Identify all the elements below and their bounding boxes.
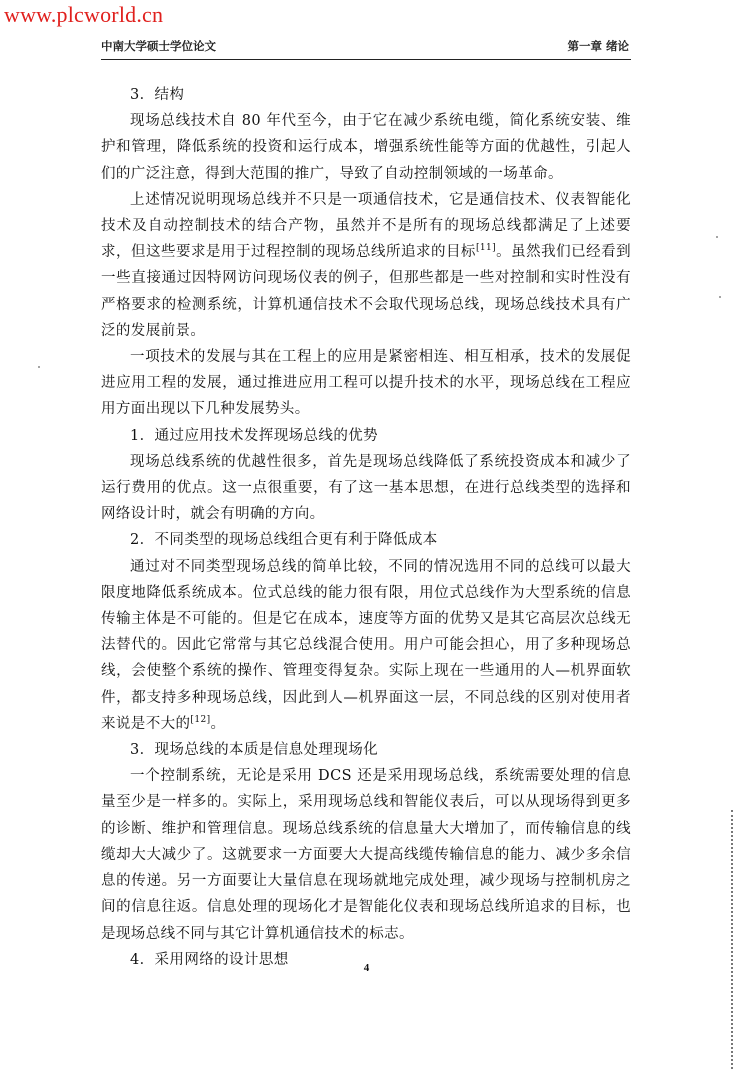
scan-speck [716, 236, 718, 238]
paragraph [101, 554, 631, 737]
scan-speck [719, 296, 721, 298]
citation: [11] [475, 243, 497, 254]
header-rule [101, 59, 631, 60]
paragraph-text: 通过对不同类型现场总线的简单比较，不同的情况选用不同的总线可以最大限度地降低系统成本。位式总线的能力很有限，用位式总线作为大型系统的信息传输主体是不可能的。但是它在成本，速度等方面的优势又是其它高层次总线无法替代的。因此它常常与其它总线混合使用。用户可能会担心，用了多种现场总线，会使整个系统的操作、管理变得复杂。实际上现在一些通用的人—机界面软件，都支持多种现场总线，因此到人—机界面这一层，不同总线的区别对使用者来说是不大的 [101, 558, 631, 732]
running-header [101, 38, 629, 58]
paragraph-text: 。 [210, 715, 226, 732]
scan-speck [38, 366, 40, 368]
paragraph: 一项技术的发展与其在工程上的应用是紧密相连、相互相承，技术的发展促进应用工程的发展，通过推进应用工程可以提升技术的水平，现场总线在工程应用方面出现以下几种发展势头。 [101, 349, 631, 418]
watermark: www.plcworld.cn [4, 2, 164, 27]
paragraph: 现场总线系统的优越性很多，首先是现场总线降低了系统投资成本和减少了运行费用的优点。这一点很重要，有了这一基本思想，在进行总线类型的选择和网络设计时，就会有明确的方向。 [101, 453, 631, 523]
citation: [12] [190, 715, 211, 726]
list-heading: 4．采用网络的设计思想 [130, 951, 289, 968]
list-heading: 2．不同类型的现场总线组合更有利于降低成本 [130, 532, 438, 549]
paragraph-text: 。虽然我们已经看到一些直接通过因特网访问现场仪表的例子，但那些都是一些对控制和实时性没有严格要求的检测系统，计算机通信技术不会取代现场总线，现场总线技术具有广泛的发展前景。 [101, 244, 631, 339]
scan-edge-artifact [725, 810, 733, 1069]
paragraph: 现场总线技术自 80 年代至今，由于它在减少系统电缆，简化系统安装、维护和管理，降低系统的投资和运行成本，增强系统性能等方面的优越性，引起人们的广泛注意，得到大范围的推广，导致了自动控制领域的一场革命。 [101, 113, 631, 182]
section-heading-structure: 3．结构 [130, 87, 185, 103]
page-number: 4 [363, 962, 370, 974]
paragraph: 一个控制系统，无论是采用 DCS 还是采用现场总线，系统需要处理的信息量至少是一样多的。实际上，采用现场总线和智能仪表后，可以从现场得到更多的诊断、维护和管理信息。现场总线系统的信息量大大增加了，而传输信息的线缆却大大减少了。这就要求一方面要大大提高线缆传输信息的能力、减少多余信息的传递。另一方面要让大量信息在现场就地完成处理，减少现场与控制机房之间的信息往返。信息处理的现场化才是智能化仪表和现场总线所追求的目标，也是现场总线不同与其它计算机通信技术的标志。 [101, 768, 631, 942]
header-chapter-title: 第一章 绪论 [567, 39, 629, 53]
body-text [101, 82, 631, 973]
header-thesis-title: 中南大学硕士学位论文 [101, 39, 216, 53]
list-heading: 3．现场总线的本质是信息处理现场化 [130, 742, 379, 759]
list-heading: 1．通过应用技术发挥现场总线的优势 [130, 427, 379, 444]
paragraph-text: 上述情况说明现场总线并不只是一项通信技术，它是通信技术、仪表智能化技术及自动控制技术的结合产物，虽然并不是所有的现场总线都满足了上述要求，但这些要求是用于过程控制的现场总线所追求的目标 [101, 191, 631, 261]
paragraph [101, 187, 631, 344]
